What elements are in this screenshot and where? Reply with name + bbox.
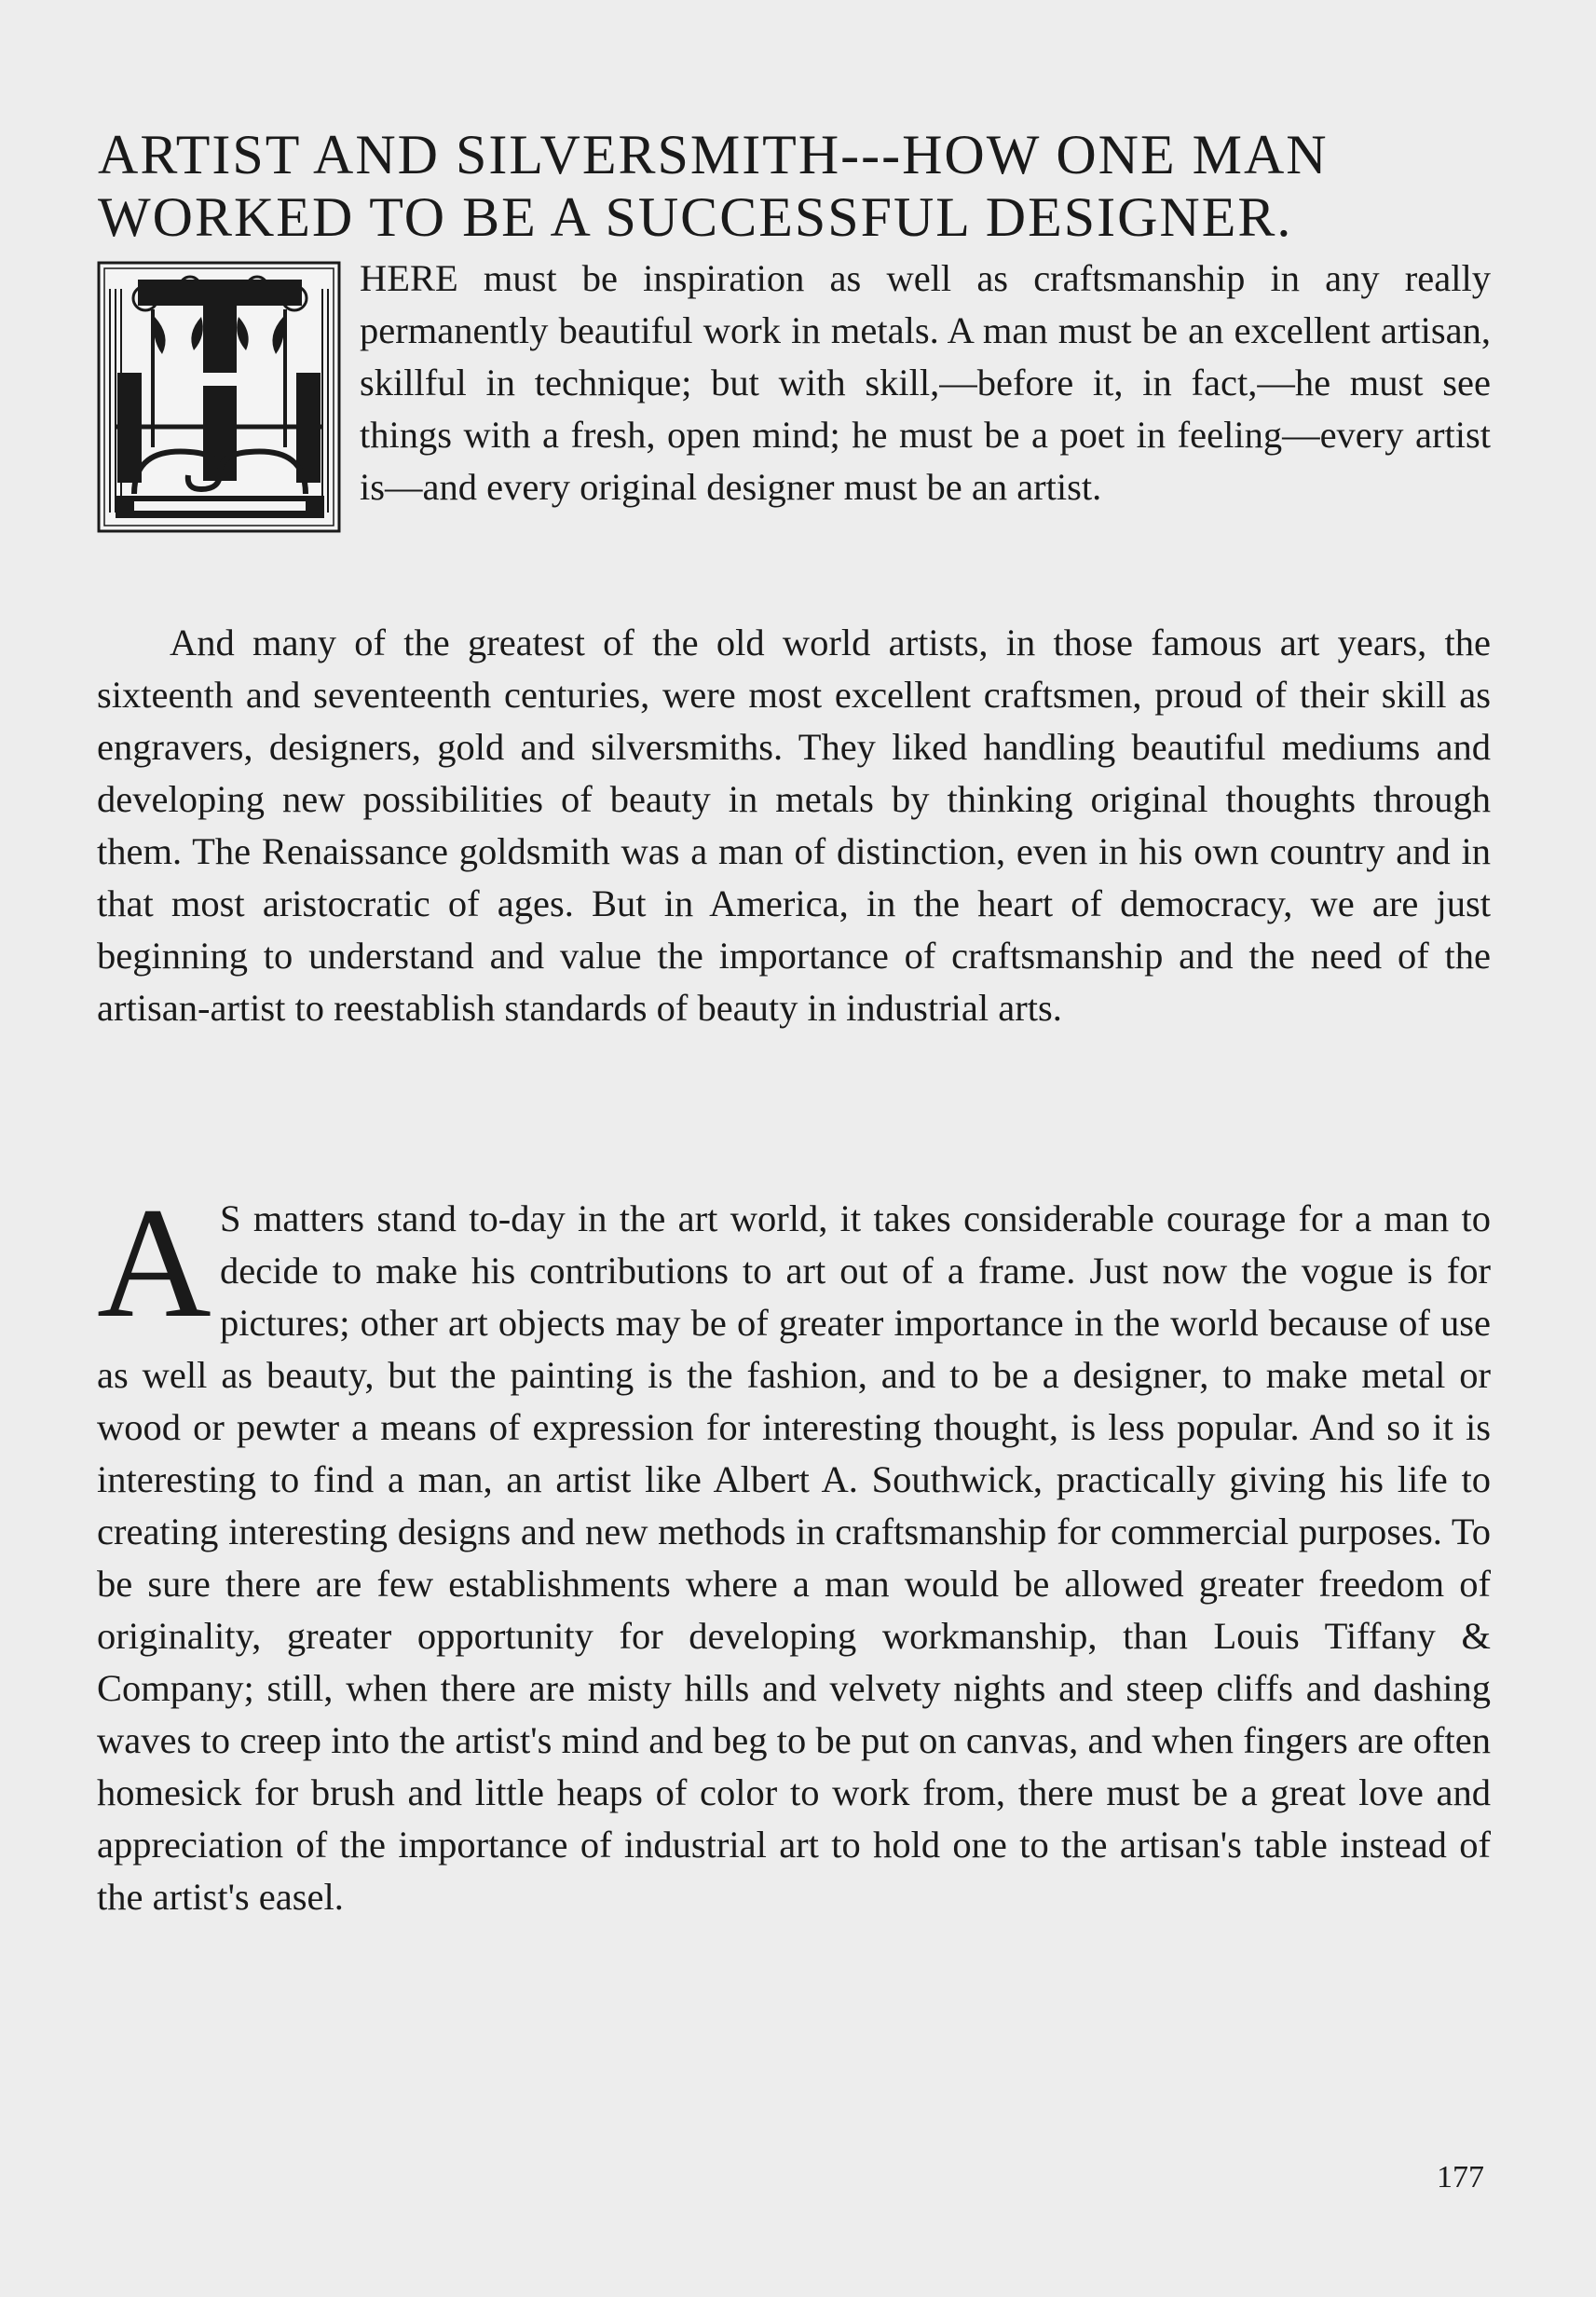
paragraph-2: And many of the greatest of the old world artists, in those famous art years, the sixteenth and seventeenth centuries, were most excellent craftsmen, proud of their skill as engravers, designers, gold and silversmiths. They liked handling beautiful mediums and developing new possibilities of beauty in metals by thinking original thoughts through them. The Renaissance goldsmith was a man of distinction, even in his own country and in that most aristocratic of ages. But in America, in the heart of democracy, we are just beginning to understand and value the importance of craftsmanship and the need of the artisan-artist to reestablish standards of beauty in industrial arts. [97, 622, 1491, 1029]
page-number: 177 [1437, 2160, 1484, 2194]
article-title [98, 124, 1495, 249]
paragraph-3-text: S matters stand to-day in the art world, it takes considerable courage for a man to decide to make his contributions to art out of a frame. Just now the vogue is for pictures; other art objects may be of greater importance in the world because of use as well as beauty, but the painting is the fashion, and to be a designer, to make metal or wood or pewter a means of expression for interesting thought, is less popular. And so it is interesting to find a man, an artist like Albert A. Southwick, practically giving his life to creating interesting designs and new methods in craftsmanship for commercial purposes. To be sure there are few establishments where a man would be allowed greater freedom of originality, greater opportunity for developing workmanship, than Louis Tiffany & Company; still, when there are misty hills and velvety nights and steep cliffs and dashing waves to creep into the artist's mind and beg to be put on canvas, and when fingers are often homesick for brush and little heaps of color to work from, there must be a great love and appreciation of the importance of industrial art to hold one to the artisan's table instead of the artist's easel. [97, 1197, 1491, 1918]
article-title-line-1: ARTIST AND SILVERSMITH---HOW ONE MAN [98, 124, 1329, 185]
paragraph-1-text: HERE must be inspiration as well as craftsmanship in any really permanently beautiful work in metals. A man must be an excellent artisan, skillful in technique; but with skill,—before it, in fact,—he must see things with a fresh, open mind; he must be a poet in feeling—every artist is—and every original designer must be an artist. [360, 257, 1491, 508]
dropcap-space [97, 253, 360, 566]
article-title-line-2: WORKED TO BE A SUCCESSFUL DESIGNER. [98, 186, 1293, 248]
dropcap-a: A [97, 1175, 211, 1350]
paragraph-1 [97, 253, 1491, 566]
paragraph-3 [97, 1175, 1491, 1923]
